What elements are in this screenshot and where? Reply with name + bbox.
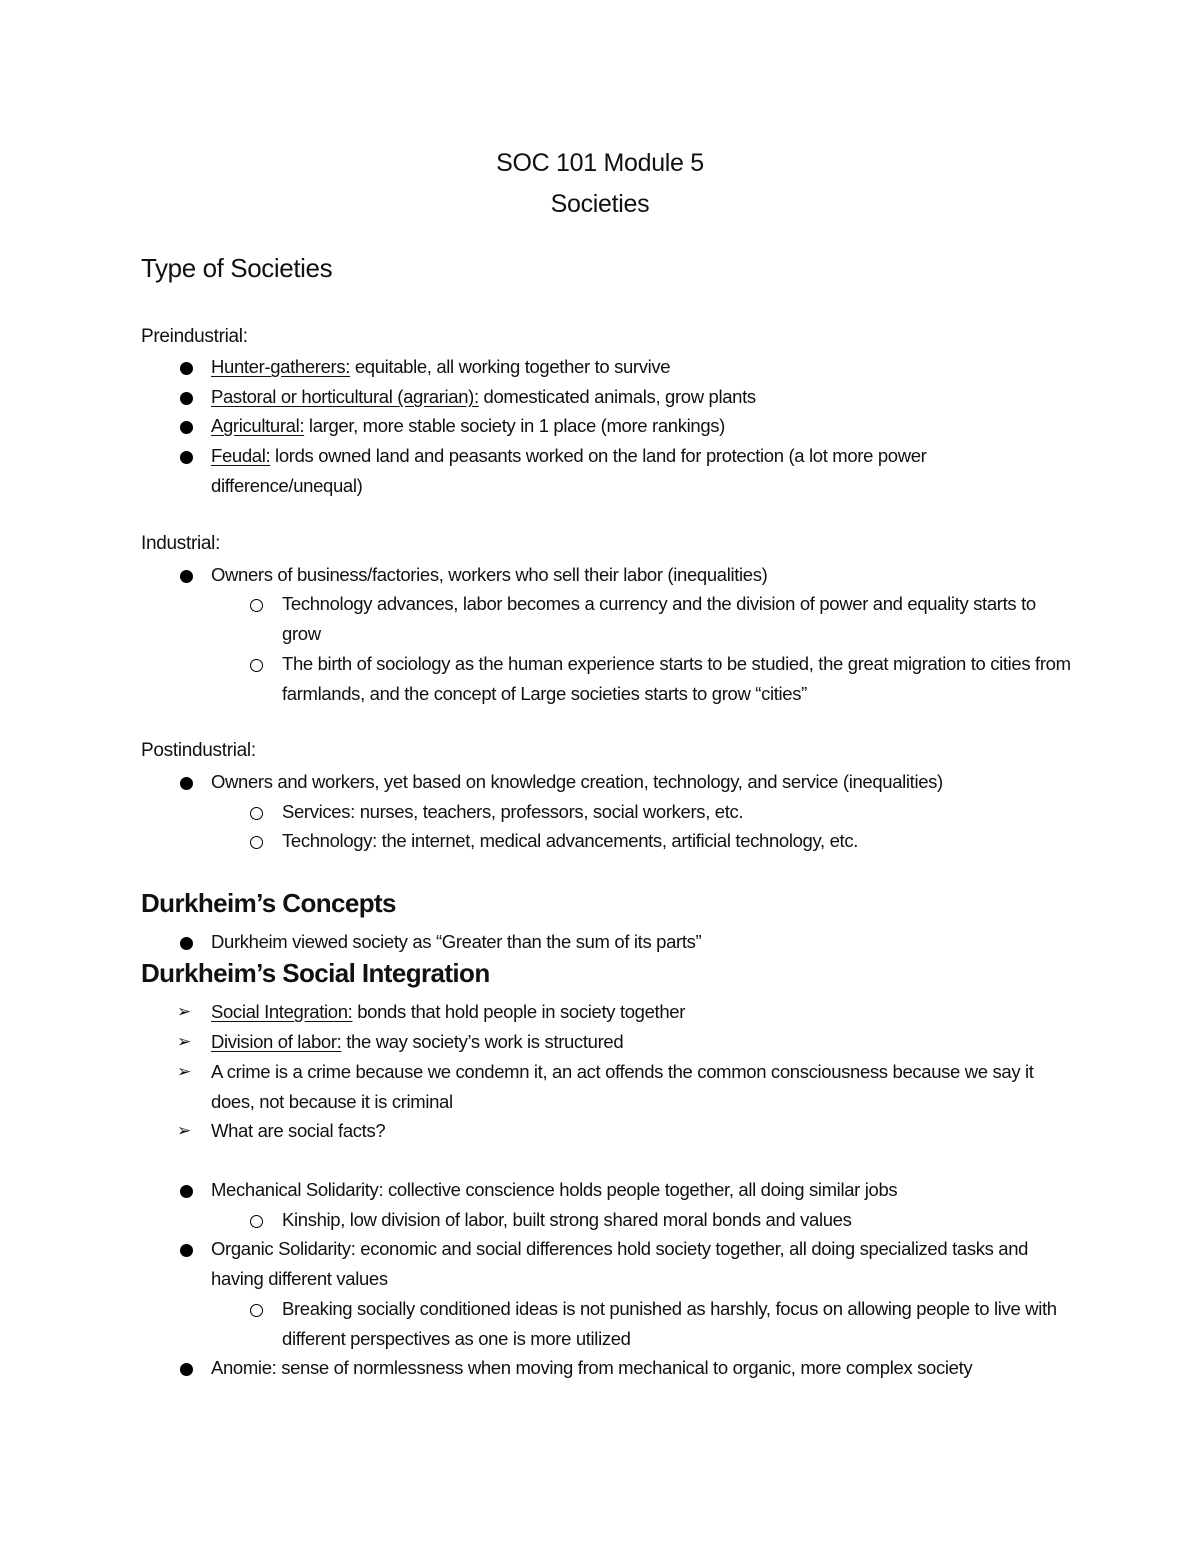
list-item-agricultural [211, 411, 1071, 441]
term: Agricultural: [211, 415, 305, 436]
label-preindustrial: Preindustrial: [141, 326, 248, 347]
arrow-item-social-facts: ➢ What are social facts? [211, 1116, 1071, 1146]
definition: lords owned land and peasants worked on the land for protection (a lot more power difference/unequal) [211, 445, 927, 496]
definition: domesticated animals, grow plants [478, 386, 756, 407]
list-item-pastoral [211, 382, 1071, 412]
document-subtitle: Societies [550, 190, 650, 218]
sub-item-technology: Technology: the internet, medical advancements, artificial technology, etc. [282, 826, 1071, 856]
term: Hunter-gatherers: [211, 356, 351, 377]
bullet-icon [180, 421, 193, 434]
list-item-hunter-gatherers [211, 352, 1071, 382]
arrow-bullet-icon: ➢ [177, 1032, 191, 1051]
sub-item-birth-of-sociology: The birth of sociology as the human experience starts to be studied, the great migration to cities from farmlands, and the concept of Large societies starts to grow “cities” [282, 649, 1071, 708]
sub-item-services: Services: nurses, teachers, professors, social workers, etc. [282, 797, 1071, 827]
heading-durkheims-concepts: Durkheim’s Concepts [141, 888, 396, 918]
bullet-icon [180, 1185, 193, 1198]
arrow-bullet-icon: ➢ [177, 1121, 191, 1140]
arrow-item-social-integration [177, 997, 1071, 1027]
definition: the way society’s work is structured [341, 1031, 624, 1052]
sub-item-breaking-ideas: Breaking socially conditioned ideas is not punished as harshly, focus on allowing people to live with different perspectives as one is more utilized [282, 1294, 1071, 1353]
sub-item-kinship: Kinship, low division of labor, built strong shared moral bonds and values [282, 1205, 1071, 1235]
list-item-feudal [211, 441, 1071, 500]
term: Division of labor: [211, 1031, 342, 1052]
arrow-bullet-icon: ➢ [177, 1002, 191, 1021]
list-item-durkheim-view: Durkheim viewed society as “Greater than the sum of its parts” [211, 927, 1071, 957]
list-item-postindustrial: Owners and workers, yet based on knowledge creation, technology, and service (inequalities) [211, 767, 1071, 797]
hollow-bullet-icon [250, 599, 263, 612]
hollow-bullet-icon [250, 659, 263, 672]
sub-item-technology-advances: Technology advances, labor becomes a currency and the division of power and equality starts to grow [282, 589, 1071, 648]
hollow-bullet-icon [250, 1215, 263, 1228]
hollow-bullet-icon [250, 1304, 263, 1317]
arrow-item-division-of-labor [177, 1027, 1071, 1057]
term: Feudal: [211, 445, 271, 466]
bullet-icon [180, 777, 193, 790]
bullet-icon [180, 570, 193, 583]
term: Pastoral or horticultural (agrarian): [211, 386, 479, 407]
list-item-industrial: Owners of business/factories, workers who sell their labor (inequalities) [211, 560, 1071, 590]
hollow-bullet-icon [250, 807, 263, 820]
definition: equitable, all working together to survive [350, 356, 671, 377]
bullet-icon [180, 392, 193, 405]
arrow-bullet-icon: ➢ [177, 1062, 191, 1081]
title-block [0, 143, 1200, 225]
hollow-bullet-icon [250, 836, 263, 849]
label-industrial: Industrial: [141, 533, 221, 554]
heading-type-of-societies: Type of Societies [141, 253, 333, 283]
label-postindustrial: Postindustrial: [141, 740, 256, 761]
heading-durkheims-social-integration: Durkheim’s Social Integration [141, 958, 490, 988]
bullet-icon [180, 451, 193, 464]
list-item-organic-solidarity: Organic Solidarity: economic and social differences hold society together, all doing specialized tasks and having different values [211, 1234, 1071, 1293]
bullet-icon [180, 937, 193, 950]
bullet-icon [180, 1244, 193, 1257]
arrow-item-crime: ➢ A crime is a crime because we condemn it, an act offends the common consciousness because we say it does, not because it is criminal [211, 1057, 1071, 1116]
bullet-icon [180, 1363, 193, 1376]
term: Social Integration: [211, 1001, 353, 1022]
definition: larger, more stable society in 1 place (more rankings) [304, 415, 725, 436]
bullet-icon [180, 362, 193, 375]
list-item-mechanical-solidarity: Mechanical Solidarity: collective conscience holds people together, all doing similar jobs [211, 1175, 1071, 1205]
list-item-anomie: Anomie: sense of normlessness when moving from mechanical to organic, more complex society [211, 1353, 1071, 1383]
definition: bonds that hold people in society together [352, 1001, 686, 1022]
document-title: SOC 101 Module 5 [496, 149, 704, 177]
